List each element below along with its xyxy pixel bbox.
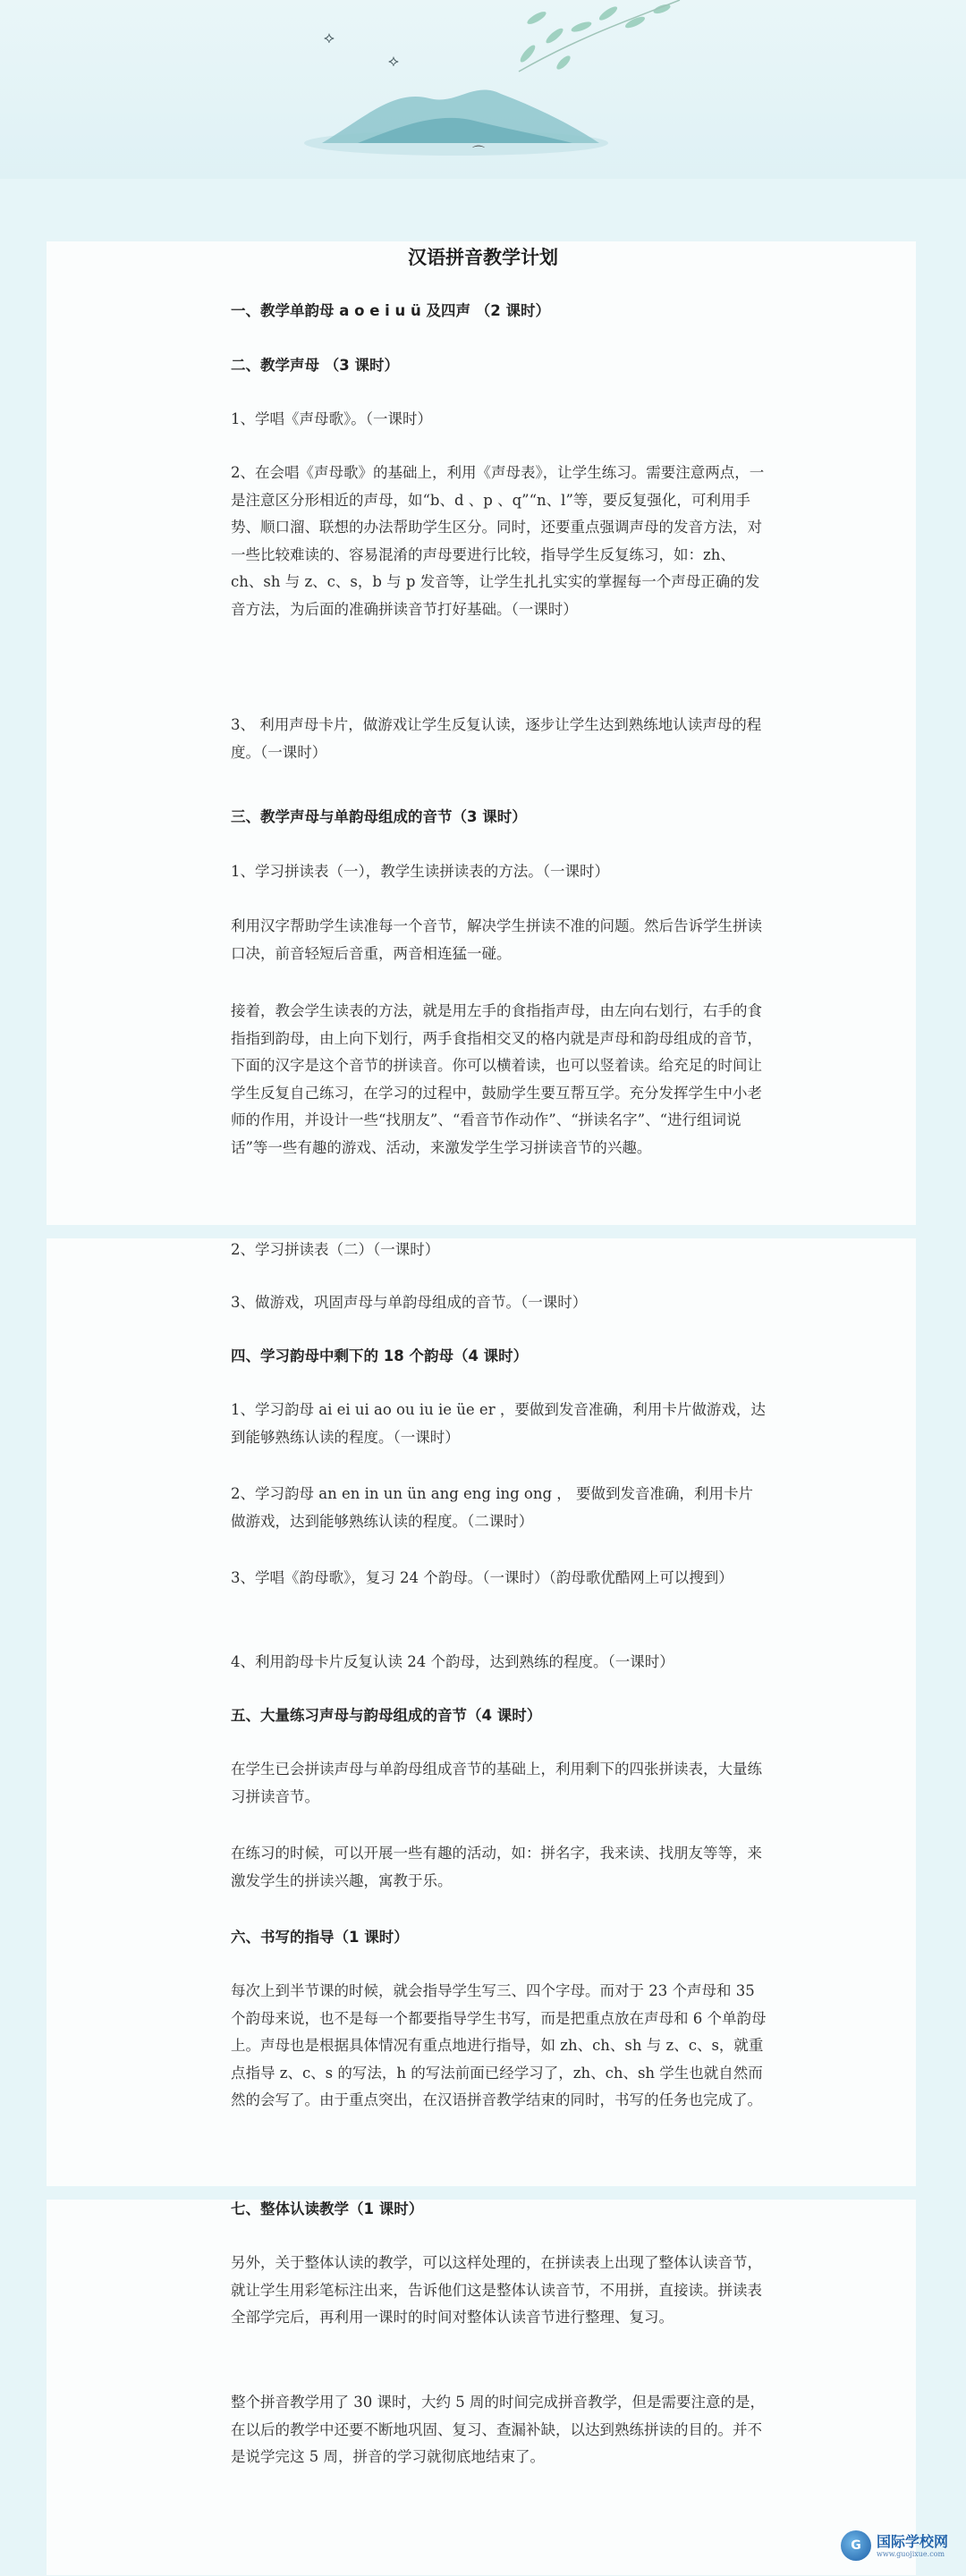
section-heading: 二、教学声母 （3 课时）: [231, 357, 399, 374]
boat-icon: ⌒: [472, 146, 485, 160]
globe-icon: G: [841, 2530, 871, 2561]
paragraph: 3、 利用声母卡片，做游戏让学生反复认读，逐步让学生达到熟练地认读声母的程度。（一课时）: [231, 716, 762, 761]
section-heading: 六、书写的指导（1 课时）: [231, 1929, 409, 1946]
paragraph: 4、利用韵母卡片反复认读 24 个韵母，达到熟练的程度。（一课时）: [231, 1653, 674, 1670]
paragraph: 在学生已会拼读声母与单韵母组成音节的基础上，利用剩下的四张拼读表，大量练习拼读音节。: [231, 1761, 762, 1805]
bird-icon: ⟡: [388, 52, 399, 71]
paragraph: 1、学习拼读表（一），教学生读拼读表的方法。（一课时）: [231, 863, 609, 880]
paragraph: 接着，教会学生读表的方法，就是用左手的食指指声母，由左向右划行，右手的食指指到韵母，由上向下划行，两手食指相交叉的格内就是声母和韵母组成的音节，下面的汉字是这个音节的拼读音。你可以横着读，也可以竖着读。给充足的时间让学生反复自己练习，在学习的过程中，鼓励学生要互帮互学。充分发挥学生中小老师的作用，并设计一些“找朋友”、“看音节作动作”、“拼读名字”、“进行组词说话”等一些有趣的游戏、活动，来激发学生学习拼读音节的兴趣。: [231, 1002, 762, 1156]
paragraph: 3、学唱《韵母歌》，复习 24 个韵母。（一课时）（韵母歌优酷网上可以搜到）: [231, 1569, 733, 1586]
logo-text-group: [877, 2534, 948, 2558]
paragraph: 在练习的时候，可以开展一些有趣的活动，如：拼名字，我来读、找朋友等等，来激发学生的拼读兴趣，寓教于乐。: [231, 1845, 762, 1889]
header-banner: [0, 0, 966, 179]
bird-icon: ⟡: [324, 29, 335, 47]
paragraph: 1、学习韵母 ai ei ui ao ou iu ie üe er ，要做到发音准确，利用卡片做游戏，达到能够熟练认读的程度。（一课时）: [231, 1401, 766, 1446]
section-heading: 三、教学声母与单韵母组成的音节（3 课时）: [231, 808, 527, 825]
paragraph: 另外，关于整体认读的教学，可以这样处理的，在拼读表上出现了整体认读音节，就让学生用彩笔标注出来，告诉他们这是整体认读音节，不用拼，直接读。拼读表全部学完后，再利用一课时的时间对整体认读音节进行整理、复习。: [231, 2254, 762, 2326]
paragraph: 3、做游戏，巩固声母与单韵母组成的音节。（一课时）: [231, 1294, 588, 1311]
paragraph: 利用汉字帮助学生读准每一个音节，解决学生拼读不准的问题。然后告诉学生拼读口决，前音轻短后音重，两音相连猛一碰。: [231, 917, 762, 962]
document-title: 汉语拼音教学计划: [408, 247, 558, 268]
paragraph: 2、学习韵母 an en in un ün ang eng ing ong ， 要做到发音准确，利用卡片做游戏，达到能够熟练认读的程度。（二课时）: [231, 1485, 754, 1530]
mountain-illustration: [304, 54, 608, 161]
section-heading: 七、整体认读教学（1 课时）: [231, 2200, 424, 2217]
paragraph: 整个拼音教学用了 30 课时，大约 5 周的时间完成拼音教学，但是需要注意的是，在以后的教学中还要不断地巩固、复习、查漏补缺，以达到熟练拼读的目的。并不是说学完这 5 周，拼音的学习就彻底地结束了。: [231, 2394, 765, 2465]
section-heading: 一、教学单韵母 a o e i u ü 及四声 （2 课时）: [231, 302, 550, 319]
section-heading: 五、大量练习声母与韵母组成的音节（4 课时）: [231, 1707, 542, 1724]
paragraph: 每次上到半节课的时候，就会指导学生写三、四个字母。而对于 23 个声母和 35 个韵母来说，也不是每一个都要指导学生书写，而是把重点放在声母和 6 个单韵母上。声母也是根据具体情况有重点地进行指导，如 zh、ch、sh 与 z、c、s，就重点指导 z、c、s 的写法，h 的写法前面已经学习了，zh、ch、sh 学生也就自然而然的会写了。由于重点突出，在汉语拼音教学结束的同时，书写的任务也完成了。: [231, 1982, 767, 2108]
logo-url: www.guojixue.com: [877, 2549, 945, 2558]
section-heading: 四、学习韵母中剩下的 18 个韵母（4 课时）: [231, 1347, 529, 1364]
logo-text: 国际学校网: [877, 2532, 949, 2550]
paragraph: 2、学习拼读表（二）（一课时）: [231, 1241, 440, 1258]
paragraph: 2、在会唱《声母歌》的基础上，利用《声母表》，让学生练习。需要注意两点，一是注意区分形相近的声母，如“b、d 、p 、q”“n、l”等，要反复强化，可利用手势、顺口溜、联想的办法帮助学生区分。同时，还要重点强调声母的发音方法，对一些比较难读的、容易混淆的声母要进行比较，指导学生反复练习，如：zh、ch、sh 与 z、c、s，b 与 p 发音等，让学生扎扎实实的掌握每一个声母正确的发音方法，为后面的准确拼读音节打好基础。（一课时）: [231, 464, 765, 618]
paragraph: 1、学唱《声母歌》。（一课时）: [231, 410, 432, 427]
site-logo[interactable]: [841, 2530, 948, 2561]
